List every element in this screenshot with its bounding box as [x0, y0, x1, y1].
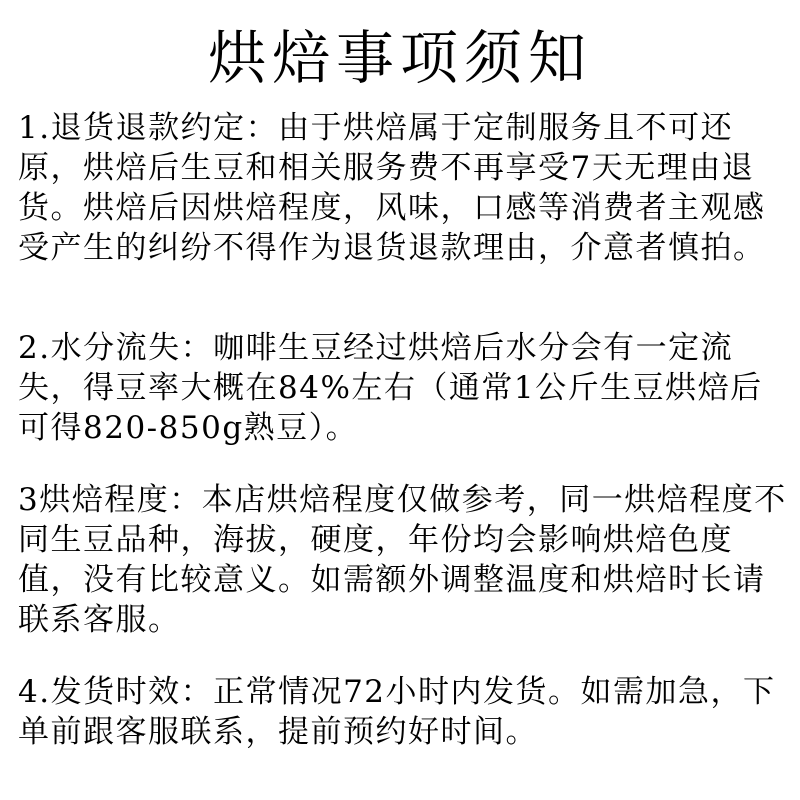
notice-item-roast-level: 3烘焙程度：本店烘焙程度仅做参考，同一烘焙程度不同生豆品种，海拔，硬度，年份均会影响烘焙色度值，没有比较意义。如需额外调整温度和烘焙时长请联系客服。	[18, 482, 787, 638]
page-title: 烘焙事项须知	[207, 24, 592, 92]
notice-item-moisture-loss: 2.水分流失：咖啡生豆经过烘焙后水分会有一定流失，得豆率大概在84%左右（通常1公斤生豆烘焙后可得820-850g熟豆）。	[18, 330, 763, 446]
notice-item-shipping-time: 4.发货时效：正常情况72小时内发货。如需加急，下单前跟客服联系，提前预约好时间。	[18, 674, 776, 750]
notice-item-return-policy: 1.退货退款约定：由于烘焙属于定制服务且不可还原，烘焙后生豆和相关服务费不再享受7天无理由退货。烘焙后因烘焙程度，风味，口感等消费者主观感受产生的纠纷不得作为退货退款理由，介意者慎拍。	[18, 110, 766, 266]
